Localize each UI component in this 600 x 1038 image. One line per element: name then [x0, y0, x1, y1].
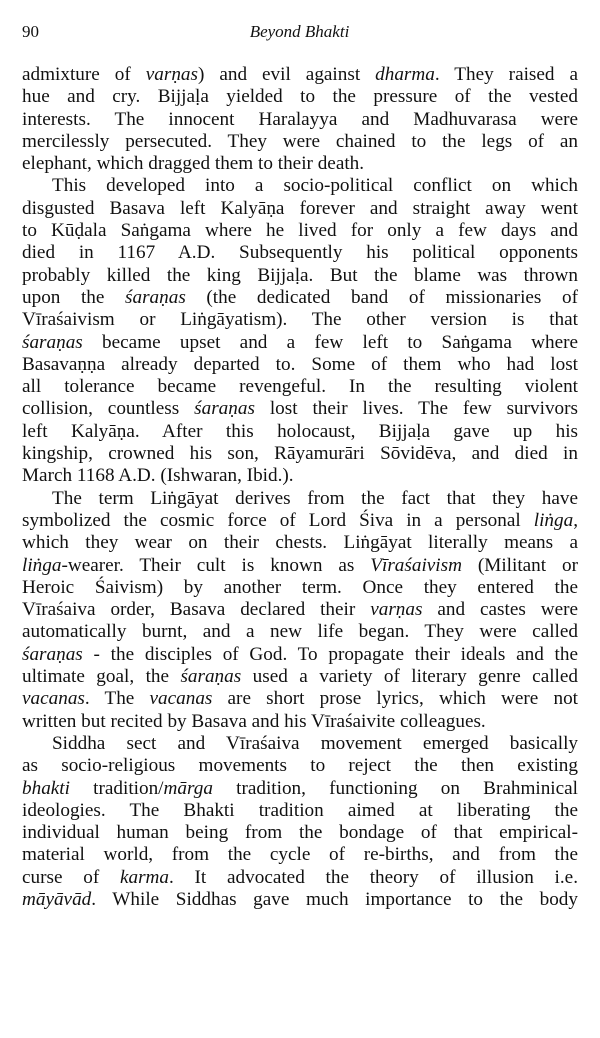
italic-term: māyāvād — [22, 888, 92, 910]
text-line — [22, 844, 578, 866]
text-span: Heroic Śaivism) by another term. Once they entered the — [22, 576, 578, 598]
text-span: hue and cry. Bijjaḷa yielded to the pressure of the vested — [22, 86, 578, 108]
text-span: . While Siddhas gave much importance to the body — [91, 888, 578, 910]
italic-term: bhakti — [22, 777, 70, 799]
text-span: . The — [84, 688, 150, 710]
italic-term: vacanas — [149, 688, 213, 710]
text-line — [22, 287, 578, 309]
text-span: symbolized the cosmic force of Lord Śiva in a personal — [22, 509, 534, 531]
text-line — [22, 688, 578, 710]
text-line — [22, 800, 578, 822]
text-span: became upset and a few left to Saṅgama where — [82, 331, 578, 353]
text-span: written but recited by Basava and his Vīraśaivite colleagues. — [22, 710, 486, 732]
text-span: , — [573, 509, 578, 531]
text-span: lost their lives. The few survivors — [254, 398, 579, 420]
italic-term: śaraṇas — [22, 331, 83, 353]
text-span: (Militant or — [461, 554, 578, 576]
italic-term: karma — [119, 866, 169, 888]
text-span: Basavaṇṇa already departed to. Some of them who had lost — [22, 353, 578, 375]
text-span: tradition, functioning on Brahminical — [212, 777, 578, 799]
text-line — [22, 443, 578, 465]
text-span: -wearer. Their cult is known as — [61, 554, 371, 576]
text-line — [22, 109, 578, 131]
text-line — [22, 421, 578, 443]
text-line — [22, 666, 578, 688]
text-span: upon the — [22, 286, 126, 308]
text-span: collision, countless — [22, 398, 195, 420]
text-span: are short prose lyrics, which were not — [212, 688, 579, 710]
text-span: which they wear on their chests. Liṅgāyat literally means a — [22, 532, 578, 554]
page-header — [22, 22, 577, 44]
text-line — [22, 889, 578, 911]
text-span: . They raised a — [434, 64, 578, 85]
text-span: mercilessly persecuted. They were chained to the legs of an — [22, 130, 578, 152]
text-line — [22, 577, 578, 599]
text-span: as socio-religious movements to reject the then existing — [22, 755, 578, 777]
text-span: used a variety of literary genre called — [241, 666, 578, 688]
text-span: disgusted Basava left Kalyāṇa forever and straight away went — [22, 197, 578, 219]
text-span: left Kalyāṇa. After this holocaust, Bijjaḷa gave up his — [22, 420, 578, 442]
text-line — [22, 376, 578, 398]
italic-term: śaraṇas — [22, 643, 83, 665]
text-line — [22, 198, 578, 220]
italic-term: liṅga — [533, 509, 574, 531]
text-line — [22, 242, 578, 264]
body-text — [22, 64, 578, 911]
italic-term: varṇas — [370, 599, 423, 621]
italic-term: vacanas — [22, 688, 85, 710]
text-span: admixture of — [22, 64, 146, 85]
text-line — [22, 265, 578, 287]
text-span: curse of — [22, 866, 120, 888]
text-span: This developed into a socio-political conflict on which — [52, 175, 578, 197]
text-span: Siddha sect and Vīraśaiva movement emerged basically — [52, 732, 578, 754]
text-line — [22, 332, 578, 354]
text-line — [22, 733, 578, 755]
italic-term: dharma — [375, 64, 435, 85]
text-span: Vīraśaivism or Liṅgāyatism). The other version is that — [22, 309, 578, 331]
text-span: elephant, which dragged them to their death. — [22, 153, 365, 175]
running-title: Beyond Bhakti — [249, 22, 350, 41]
text-span: ultimate goal, the — [22, 666, 181, 688]
text-line — [22, 778, 578, 800]
text-line — [22, 599, 578, 621]
text-span: and castes were — [422, 599, 579, 621]
text-span: tradition/ — [69, 777, 164, 799]
text-line — [22, 153, 578, 175]
text-line — [22, 822, 578, 844]
text-span: probably killed the king Bijjaḷa. But the blame was thrown — [22, 264, 578, 286]
text-span: to Kūḍala Saṅgama where he lived for only a few days and — [22, 220, 578, 242]
text-line — [22, 555, 578, 577]
text-line — [22, 64, 578, 86]
italic-term: śaraṇas — [180, 666, 242, 688]
text-line — [22, 309, 578, 331]
text-span: individual human being from the bondage of that empirical- — [22, 822, 578, 844]
text-span: ) and evil against — [197, 64, 376, 85]
text-span: The term Liṅgāyat derives from the fact that they have — [52, 487, 578, 509]
italic-term: Vīraśaivism — [370, 554, 462, 576]
text-span: interests. The innocent Haralayya and Madhuvarasa were — [22, 108, 578, 130]
text-line — [22, 465, 578, 487]
text-line — [22, 86, 578, 108]
text-span: - the disciples of God. To propagate their ideals and the — [82, 643, 578, 665]
italic-term: liṅga — [22, 554, 62, 576]
text-line — [22, 354, 578, 376]
italic-term: varṇas — [145, 64, 198, 85]
text-span: all tolerance became revengeful. In the resulting violent — [22, 376, 578, 398]
text-span: ideologies. The Bhakti tradition aimed at liberating the — [22, 799, 578, 821]
text-line — [22, 867, 578, 889]
italic-term: mārga — [163, 777, 213, 799]
text-line — [22, 488, 578, 510]
text-line — [22, 532, 578, 554]
text-line — [22, 644, 578, 666]
page-number: 90 — [22, 22, 39, 41]
text-span: (the dedicated band of missionaries of — [185, 286, 578, 308]
text-line — [22, 755, 578, 777]
text-line — [22, 398, 578, 420]
text-span: kingship, crowned his son, Rāyamurāri Sōvidēva, and died in — [22, 443, 578, 465]
text-line — [22, 131, 578, 153]
text-span: . It advocated the theory of illusion i.e. — [169, 866, 578, 888]
text-span: March 1168 A.D. (Ishwaran, Ibid.). — [22, 465, 294, 487]
italic-term: śaraṇas — [125, 286, 186, 308]
text-span: material world, from the cycle of re-births, and from the — [22, 844, 578, 866]
italic-term: śaraṇas — [194, 398, 255, 420]
text-line — [22, 510, 578, 532]
text-span: Vīraśaiva order, Basava declared their — [22, 599, 371, 621]
text-line — [22, 711, 578, 733]
text-line — [22, 175, 578, 197]
text-line — [22, 621, 578, 643]
text-span: automatically burnt, and a new life began. They were called — [22, 621, 578, 643]
text-line — [22, 220, 578, 242]
text-span: died in 1167 A.D. Subsequently his political opponents — [22, 242, 578, 264]
